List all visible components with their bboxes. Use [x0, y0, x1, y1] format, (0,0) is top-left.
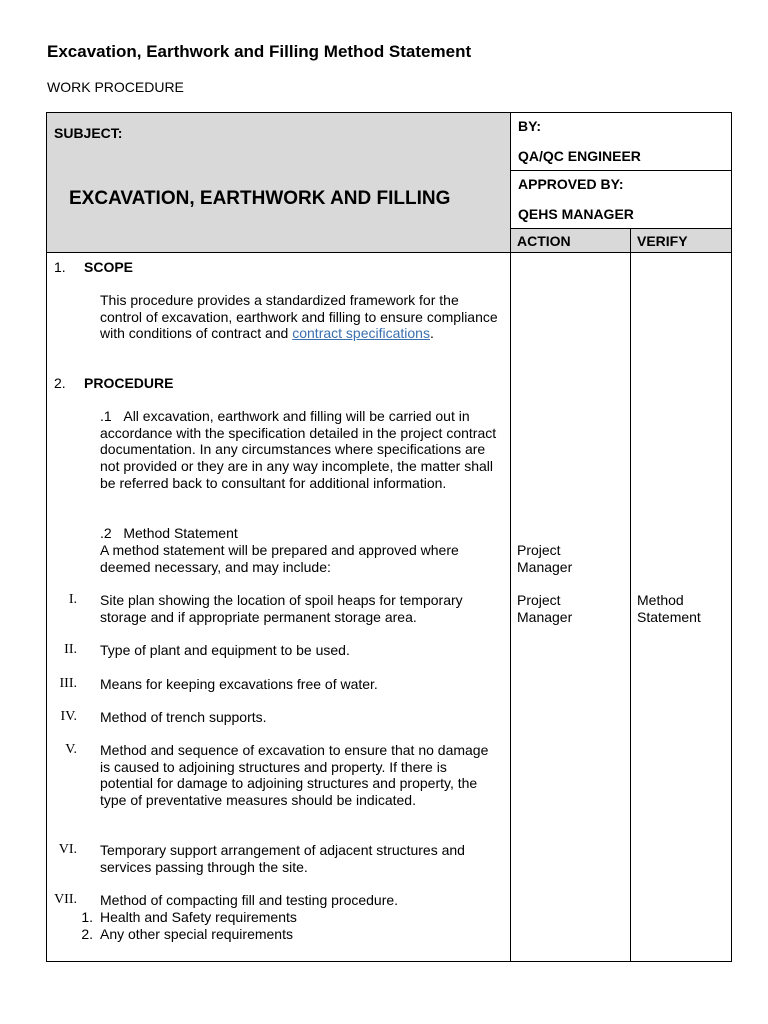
item-text: Type of plant and equipment to be used.: [100, 642, 350, 658]
procedure-table: [46, 112, 732, 962]
scope-body: [100, 292, 500, 342]
document-subtitle: WORK PROCEDURE: [47, 79, 184, 95]
paragraph-1-number: .1: [100, 408, 112, 424]
paragraph-2-number: .2: [100, 525, 112, 541]
approved-cell: [511, 171, 731, 229]
item-text: Method of compacting fill and testing procedure.: [100, 892, 399, 908]
item-text: Site plan showing the location of spoil heaps for temporary storage and if appropriate permanent storage area.: [100, 592, 463, 625]
scope-heading: SCOPE: [84, 259, 134, 275]
column-divider: [510, 253, 511, 961]
scope-number: 1.: [54, 259, 66, 275]
procedure-number: 2.: [54, 375, 66, 391]
item-numeral: I.: [68, 592, 77, 607]
item-action: Project Manager: [517, 592, 573, 625]
item-numeral: III.: [59, 676, 77, 691]
subject-label: SUBJECT:: [54, 125, 123, 141]
item-text: Method of trench supports.: [100, 709, 267, 725]
procedure-paragraph-2-heading: [100, 525, 238, 542]
column-divider: [630, 253, 631, 961]
sub-item-number: 1.: [81, 909, 93, 925]
procedure-heading: PROCEDURE: [84, 375, 174, 391]
paragraph-2-text: A method statement will be prepared and approved where deemed necessary, and may include:: [100, 542, 459, 575]
item-numeral: VI.: [58, 842, 77, 857]
item-numeral: V.: [65, 742, 77, 757]
by-cell: [511, 113, 731, 171]
contract-specifications-link[interactable]: contract specifications: [292, 325, 430, 342]
item-text: Means for keeping excavations free of water.: [100, 676, 378, 692]
item-numeral: II.: [64, 642, 77, 657]
document-title: Excavation, Earthwork and Filling Method Statement: [47, 42, 472, 61]
scope-body-end: .: [429, 325, 434, 342]
verify-header: [631, 229, 731, 253]
paragraph-2-title: Method Statement: [123, 525, 238, 541]
action-header: [511, 229, 631, 253]
item-text: Temporary support arrangement of adjacent structures and services passing through the site.: [100, 842, 465, 875]
by-label: BY:: [518, 118, 542, 134]
subject-title: EXCAVATION, EARTHWORK AND FILLING: [69, 188, 451, 209]
procedure-paragraph-1: [100, 408, 505, 492]
item-verify: Method Statement: [637, 592, 701, 625]
approved-value: QEHS MANAGER: [518, 206, 634, 222]
approved-label: APPROVED BY:: [518, 176, 624, 192]
item-numeral: VII.: [54, 892, 77, 907]
action-label: ACTION: [517, 233, 571, 249]
sub-item-text: Any other special requirements: [100, 926, 293, 942]
subject-cell: [47, 113, 511, 253]
verify-label: VERIFY: [637, 233, 688, 249]
paragraph-2-action: Project Manager: [517, 542, 573, 575]
by-value: QA/QC ENGINEER: [518, 148, 641, 164]
sub-item-number: 2.: [81, 926, 93, 942]
scope-body-text: This procedure provides a standardized framework for the control of excavation, earthwork and filling to ensure compliance with conditions of contract and: [100, 292, 498, 342]
sub-item-text: Health and Safety requirements: [100, 909, 297, 925]
item-numeral: IV.: [60, 709, 77, 724]
paragraph-1-text: All excavation, earthwork and filling will be carried out in accordance with the specification detailed in the project contract documentation. In any circumstances where specifications are not provided or they are in any way incomplete, the matter shall be referred back to consultant for additional information.: [100, 408, 497, 491]
item-text: Method and sequence of excavation to ensure that no damage is caused to adjoining structures and property. If there is potential for damage to adjoining structures and property, the type of preventative measures should be indicated.: [100, 742, 489, 809]
